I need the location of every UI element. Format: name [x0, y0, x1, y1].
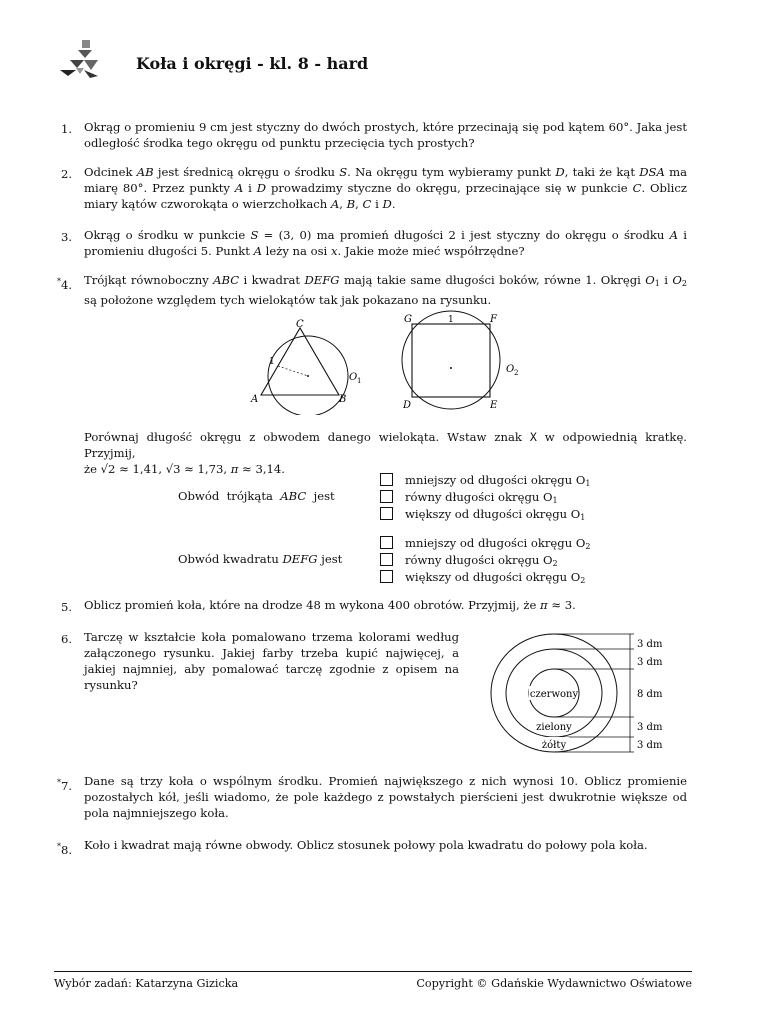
problem-4-text: Trójkąt równoboczny ABC i kwadrat DEFG mają takie same długości boków, równe 1. Okręgi $O_1$ i $O_2$ są położone względem tych wielokątów tak jak pokazano na rysunku. [84, 273, 687, 307]
label-d: D [403, 400, 412, 411]
footer-copyright: Copyright © Gdańskie Wydawnictwo Oświatowe [416, 977, 692, 990]
problem-7-text: Dane są trzy koła o wspólnym środku. Promień największego z nich wynosi 10. Oblicz promienie pozostałych kół, jeśli wiadomo, że pole każdego z powstałych pierścieni jest dwukrotnie większe od pola najmniejszego koła. [84, 774, 687, 820]
checkbox-triangle-greater[interactable] [380, 507, 393, 520]
checkbox-triangle-equal[interactable] [380, 490, 393, 503]
dim-2: 3 dm [637, 657, 663, 668]
label-o2-sub: 2 [514, 369, 519, 377]
label-f: F [490, 314, 497, 325]
problem-8-number: *8. [56, 842, 72, 857]
checkbox-triangle-less[interactable] [380, 473, 393, 486]
label-o2: O [506, 364, 515, 375]
problem-1-number: 1. [60, 122, 72, 136]
label-c: C [296, 319, 304, 330]
option-triangle-equal[interactable]: równy długości okręgu $O_1$ [380, 489, 558, 509]
page-title: Koła i okręgi - kl. 8 - hard [136, 54, 369, 73]
problem-7-number: *7. [56, 778, 72, 793]
label-red: czerwony [529, 689, 579, 700]
label-o1-sub: 1 [357, 377, 362, 385]
triangle-statement: Obwód trójkąta ABC jest [178, 489, 335, 503]
label-yellow: żółty [541, 740, 567, 751]
problem-4-number: *4. [56, 277, 72, 292]
label-o1: O [349, 372, 358, 383]
label-green: zielony [536, 722, 572, 733]
problem-4-instruction: Porównaj długość okręgu z obwodem danego wielokąta. Wstaw znak X w odpowiednią kratkę. Przyjmij, że √2 ≈ 1,41, √3 ≈ 1,73, π ≈ 3,14. [84, 430, 687, 476]
option-triangle-greater[interactable]: większy od długości okręgu $O_1$ [380, 506, 585, 526]
problem-3-number: 3. [60, 230, 72, 244]
problem-5-number: 5. [60, 600, 72, 614]
label-tri-side: 1 [269, 357, 275, 367]
option-triangle-less[interactable]: mniejszy od długości okręgu $O_1$ [380, 472, 590, 492]
footer-divider [54, 971, 692, 972]
problem-1-text: Okrąg o promieniu 9 cm jest styczny do dwóch prostych, które przecinają się pod kątem 60°. Jaka jest odległość środka tego okręgu od punktu przecięcia tych prostych? [84, 120, 687, 150]
circle-o2 [402, 311, 500, 409]
figure-target-disc [486, 632, 668, 754]
dim-3: 8 dm [637, 689, 663, 700]
square-defg [412, 324, 490, 397]
checkbox-square-less[interactable] [380, 536, 393, 549]
figure-triangle-square [240, 310, 530, 415]
checkbox-square-greater[interactable] [380, 570, 393, 583]
dim-1: 3 dm [637, 639, 663, 650]
label-e: E [490, 400, 498, 411]
problem-3-text: Okrąg o środku w punkcie S = (3, 0) ma promień długości 2 i jest styczny do okręgu o środku A i promieniu długości 5. Punkt A leży na osi x. Jakie może mieć współrzędne? [84, 228, 687, 258]
square-statement: Obwód kwadratu DEFG jest [178, 552, 343, 566]
problem-5-text: Oblicz promień koła, które na drodze 48 m wykona 400 obrotów. Przyjmij, że π ≈ 3. [84, 598, 576, 612]
dim-5: 3 dm [637, 740, 663, 751]
problem-2-text: Odcinek AB jest średnicą okręgu o środku S. Na okręgu tym wybieramy punkt D, taki że kąt DSA ma miarę 80°. Przez punkty A i D prowadzimy styczne do okręgu, przecinające się w punkcie C. Oblicz miary kątów czworokąta o wierzchołkach A, B, C i D. [84, 165, 688, 211]
label-g: G [404, 314, 412, 325]
problem-6-number: 6. [60, 632, 72, 646]
label-sq-side: 1 [448, 315, 454, 325]
checkbox-square-equal[interactable] [380, 553, 393, 566]
footer-author: Wybór zadań: Katarzyna Gizicka [54, 977, 239, 990]
option-square-less[interactable]: mniejszy od długości okręgu $O_2$ [380, 535, 590, 555]
problem-8-text: Koło i kwadrat mają równe obwody. Oblicz stosunek połowy pola kwadratu do połowy pola koła. [84, 838, 648, 852]
problem-6-text: Tarczę w kształcie koła pomalowano trzema kolorami według załączonego rysunku. Jakiej farby trzeba kupić najwięcej, a jakiej najmniej, aby pomalować tarczę zgodnie z opisem na rysunku? [84, 630, 459, 692]
label-b: B [339, 394, 347, 405]
option-square-equal[interactable]: równy długości okręgu $O_2$ [380, 552, 558, 572]
label-a: A [251, 394, 259, 405]
dim-4: 3 dm [637, 722, 663, 733]
problem-2-number: 2. [60, 167, 72, 181]
publisher-logo [54, 38, 104, 80]
option-square-greater[interactable]: większy od długości okręgu $O_2$ [380, 569, 585, 589]
